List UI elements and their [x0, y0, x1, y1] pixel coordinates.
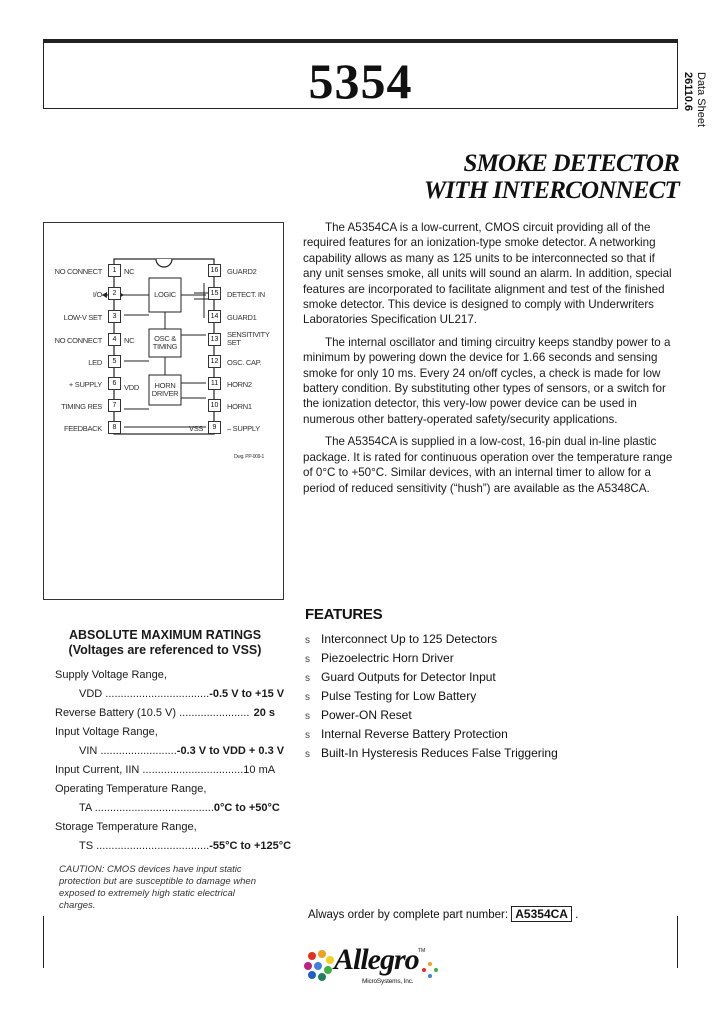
rating-value: -0.5 V to +15 V	[209, 688, 285, 700]
pin-13-number: 13	[208, 333, 221, 346]
rating-row-supply-label	[55, 666, 275, 685]
rating-row-optemp-label	[55, 780, 275, 799]
feature-text: Interconnect Up to 125 Detectors	[321, 632, 498, 646]
pin-16-label: GUARD2	[227, 267, 257, 276]
rating-value: 0°C to +50°C	[213, 802, 280, 814]
osc-block-label: OSC & TIMING	[152, 334, 178, 351]
description-para-2: The internal oscillator and timing circuitry keeps standby power to a minimum by powering down the device for 1.66 seconds and sensing smoke for only 10 ms. Every 24 on/off cycles, a check is made for low battery condition. By substituting other types of sensors, or a switch for the ionization detector, this very-low power device can be used in numerous other battery-operated safety/security applications.	[303, 335, 671, 426]
rating-value: -55°C to +125°C	[209, 840, 292, 852]
feature-text: Guard Outputs for Detector Input	[321, 670, 496, 684]
pin-14-label: GUARD1	[227, 313, 257, 322]
order-text: Always order by complete part number:	[308, 909, 509, 921]
vdd-label: VDD	[124, 383, 139, 392]
pin-7-number: 7	[108, 399, 121, 412]
bullet-icon: s	[305, 749, 310, 760]
pin-12-label: OSC. CAP.	[227, 358, 262, 367]
part-number-title: 5354	[308, 53, 413, 109]
rating-label: VIN .........................	[79, 745, 177, 757]
feature-item	[305, 651, 454, 665]
pin-2-label: I/O	[92, 290, 102, 299]
feature-text: Power-ON Reset	[321, 708, 412, 722]
pin-4-number: 4	[108, 333, 121, 346]
vss-label: VSS	[189, 424, 204, 433]
pin-10-number: 10	[208, 399, 221, 412]
pin-9-number: 9	[208, 421, 221, 434]
rating-label: Input Voltage Range,	[55, 726, 158, 738]
rating-row-vdd	[55, 685, 285, 704]
heading-line-1: SMOKE DETECTOR	[463, 150, 679, 177]
rating-label: VDD ..................................	[79, 688, 210, 700]
rating-label: Input Current, IIN .................................	[55, 764, 244, 776]
title-frame	[43, 39, 678, 109]
pin-3-number: 3	[108, 310, 121, 323]
pin-16-number: 16	[208, 264, 221, 277]
drawing-id: Dwg. PP-009-1	[234, 454, 265, 460]
rating-row-reverse-battery	[55, 704, 275, 723]
rating-row-input-label	[55, 723, 275, 742]
pin-15-label: DETECT. IN	[227, 290, 265, 299]
rating-row-ts	[55, 837, 292, 856]
feature-item	[305, 746, 558, 760]
feature-item	[305, 670, 496, 684]
pin-6-number: 6	[108, 377, 121, 390]
feature-item	[305, 727, 508, 741]
pin-8-number: 8	[108, 421, 121, 434]
rating-label: TA .......................................	[79, 802, 214, 814]
rating-row-vin	[55, 742, 285, 761]
title-frame-top-rule	[44, 40, 677, 43]
rating-label: Operating Temperature Range,	[55, 783, 207, 795]
feature-item	[305, 689, 476, 703]
feature-item	[305, 708, 412, 722]
doc-number-label: 26110.6	[682, 72, 694, 112]
pin-1-label: NO CONNECT	[54, 267, 102, 276]
pin-8-label: FEEDBACK	[63, 424, 102, 433]
heading-line-2: WITH INTERCONNECT	[423, 177, 679, 204]
pinout-diagram	[43, 222, 284, 600]
pin-9-label: – SUPPLY	[227, 424, 260, 433]
horn-block-label: HORN DRIVER	[151, 381, 179, 398]
pin-15-number: 15	[208, 287, 221, 300]
pinout-drawing	[44, 223, 283, 599]
pin-14-number: 14	[208, 310, 221, 323]
pin-11-number: 11	[208, 377, 221, 390]
bullet-icon: s	[305, 654, 310, 665]
ratings-title: ABSOLUTE MAXIMUM RATINGS	[68, 628, 262, 642]
order-part-number: A5354CA	[511, 906, 572, 922]
absolute-max-ratings	[55, 628, 292, 856]
bullet-icon: s	[305, 730, 310, 741]
features-title: FEATURES	[305, 606, 383, 623]
allegro-logo	[300, 942, 450, 992]
feature-text: Piezoelectric Horn Driver	[321, 651, 454, 665]
pin-6-label: + SUPPLY	[68, 380, 102, 389]
pin-10-label: HORN1	[227, 402, 252, 411]
doc-type-rotated	[695, 72, 721, 152]
rating-label: Storage Temperature Range,	[55, 821, 197, 833]
feature-item	[305, 632, 497, 646]
doc-type-label: Data Sheet	[695, 72, 707, 128]
rating-value: 10 mA	[243, 764, 276, 776]
pin-12-number: 12	[208, 355, 221, 368]
pin-3-label: LOW-V SET	[63, 313, 102, 322]
logo-wordmark: Allegro	[334, 943, 419, 976]
bullet-icon: s	[305, 673, 310, 684]
description-para-1: The A5354CA is a low-current, CMOS circuit providing all of the required features for an ionization-type smoke detector. A networking capability allows as many as 125 units to be interconnected so that if any unit senses smoke, all units will sound an alarm. In addition, special features are incorporated to facilitate alignment and test of the finished smoke detector. This device is designed to comply with Underwriters Laboratories Specification UL217.	[303, 221, 672, 327]
logo-tm: TM	[418, 948, 426, 954]
feature-text: Built-In Hysteresis Reduces False Triggering	[321, 746, 558, 760]
nc-pin-4: NC	[124, 336, 135, 345]
rating-row-storage-label	[55, 818, 275, 837]
description-para-3: The A5354CA is supplied in a low-cost, 16-pin dual in-line plastic package. It is rated for continuous operation over the temperature range of 0°C to +50°C. Similar devices, with an internal timer to allow for a period of reduced sensitivity (“hush”) are available as the A5348CA.	[303, 435, 673, 495]
pin-13-label: SENSITIVITY SET	[227, 330, 270, 347]
description	[303, 220, 675, 496]
rating-label: Supply Voltage Range,	[55, 669, 167, 681]
rating-value: 20 s	[253, 707, 275, 719]
feature-text: Pulse Testing for Low Battery	[321, 689, 477, 703]
rating-label: TS .....................................	[79, 840, 210, 852]
bullet-icon: s	[305, 711, 310, 722]
bullet-icon: s	[305, 635, 310, 646]
logic-block-label: LOGIC	[154, 290, 176, 299]
ratings-subtitle: (Voltages are referenced to VSS)	[68, 643, 262, 657]
feature-text: Internal Reverse Battery Protection	[321, 727, 508, 741]
bullet-icon: s	[305, 692, 310, 703]
doc-number-rotated	[682, 72, 708, 152]
rating-value: -0.3 V to VDD + 0.3 V	[176, 745, 285, 757]
logo-subtitle: MicroSystems, Inc.	[362, 978, 414, 985]
caution-note: CAUTION: CMOS devices have input static protection but are susceptible to damage when exposed to extremely high static electrical charges.	[59, 864, 256, 911]
pin-5-number: 5	[108, 355, 121, 368]
nc-pin-1: NC	[124, 267, 135, 276]
pin-1-number: 1	[108, 264, 121, 277]
pin-7-label: TIMING RES	[61, 402, 102, 411]
pin-2-number: 2	[108, 287, 121, 300]
order-period: .	[575, 909, 579, 921]
rating-row-input-current	[55, 761, 275, 780]
pin-4-label: NO CONNECT	[54, 336, 102, 345]
pin-11-label: HORN2	[227, 380, 252, 389]
rating-row-ta	[55, 799, 280, 818]
pin-5-label: LED	[88, 358, 102, 367]
rating-label: Reverse Battery (10.5 V) .......................	[55, 707, 250, 719]
